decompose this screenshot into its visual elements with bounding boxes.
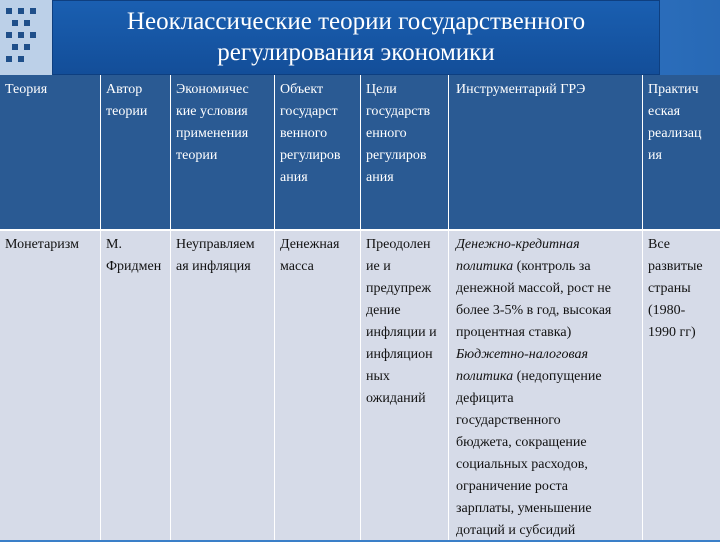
decor-dot [12, 20, 18, 26]
column-divider [274, 75, 275, 540]
row-divider [0, 229, 720, 231]
column-divider [360, 75, 361, 540]
tools-fiscal-title: Бюджетно-налоговая политика [456, 347, 588, 384]
header-theory: Теория [5, 82, 48, 97]
side-decoration [0, 0, 52, 75]
decor-dot [12, 44, 18, 50]
column-divider [170, 75, 171, 540]
header-practice: Практич еская реализац ия [648, 82, 702, 163]
decor-dot [6, 8, 12, 14]
decor-dot [24, 44, 30, 50]
cell-practice: Все развитые страны (1980- 1990 гг) [648, 237, 703, 340]
tools-monetary-text: (контроль за денежной массой, рост не более 3-5% в год, высокая процентная ставка) [456, 259, 612, 340]
tools-monetary-title: Денежно-кредитная политика [456, 237, 580, 274]
decor-dot [6, 56, 12, 62]
decor-dot [24, 20, 30, 26]
decor-dot [18, 32, 24, 38]
decor-dot [30, 8, 36, 14]
cell-author: М. Фридмен [106, 237, 162, 274]
tools-fiscal-text: (недопущение дефицита государственного бюджета, сокращение социальных расходов, ограничение роста зарплаты, уменьшение дотаций и субсидий [456, 369, 602, 538]
decor-dot [30, 32, 36, 38]
decor-dot [18, 56, 24, 62]
header-author: Автор теории [106, 82, 148, 119]
cell-goals: Преодолен ие и предупреж дение инфляции и инфляцион ных ожиданий [366, 237, 437, 406]
slide-title: Неоклассические теории государственного регулирования экономики [126, 8, 586, 66]
decor-dot [6, 32, 12, 38]
cell-object: Денежная масса [280, 237, 340, 274]
decor-dot [18, 8, 24, 14]
header-tools: Инструментарий ГРЭ [456, 82, 586, 97]
header-object: Объект государст венного регулиров ания [280, 82, 341, 185]
cell-theory: Монетаризм [5, 237, 79, 252]
header-goals: Цели государств енного регулиров ания [366, 82, 431, 185]
cell-tools [456, 234, 640, 542]
column-divider [642, 75, 643, 540]
column-divider [100, 75, 101, 540]
header-conditions: Экономичес кие условия применения теории [176, 82, 249, 163]
column-divider [448, 75, 449, 540]
cell-conditions: Неуправляем ая инфляция [176, 237, 255, 274]
